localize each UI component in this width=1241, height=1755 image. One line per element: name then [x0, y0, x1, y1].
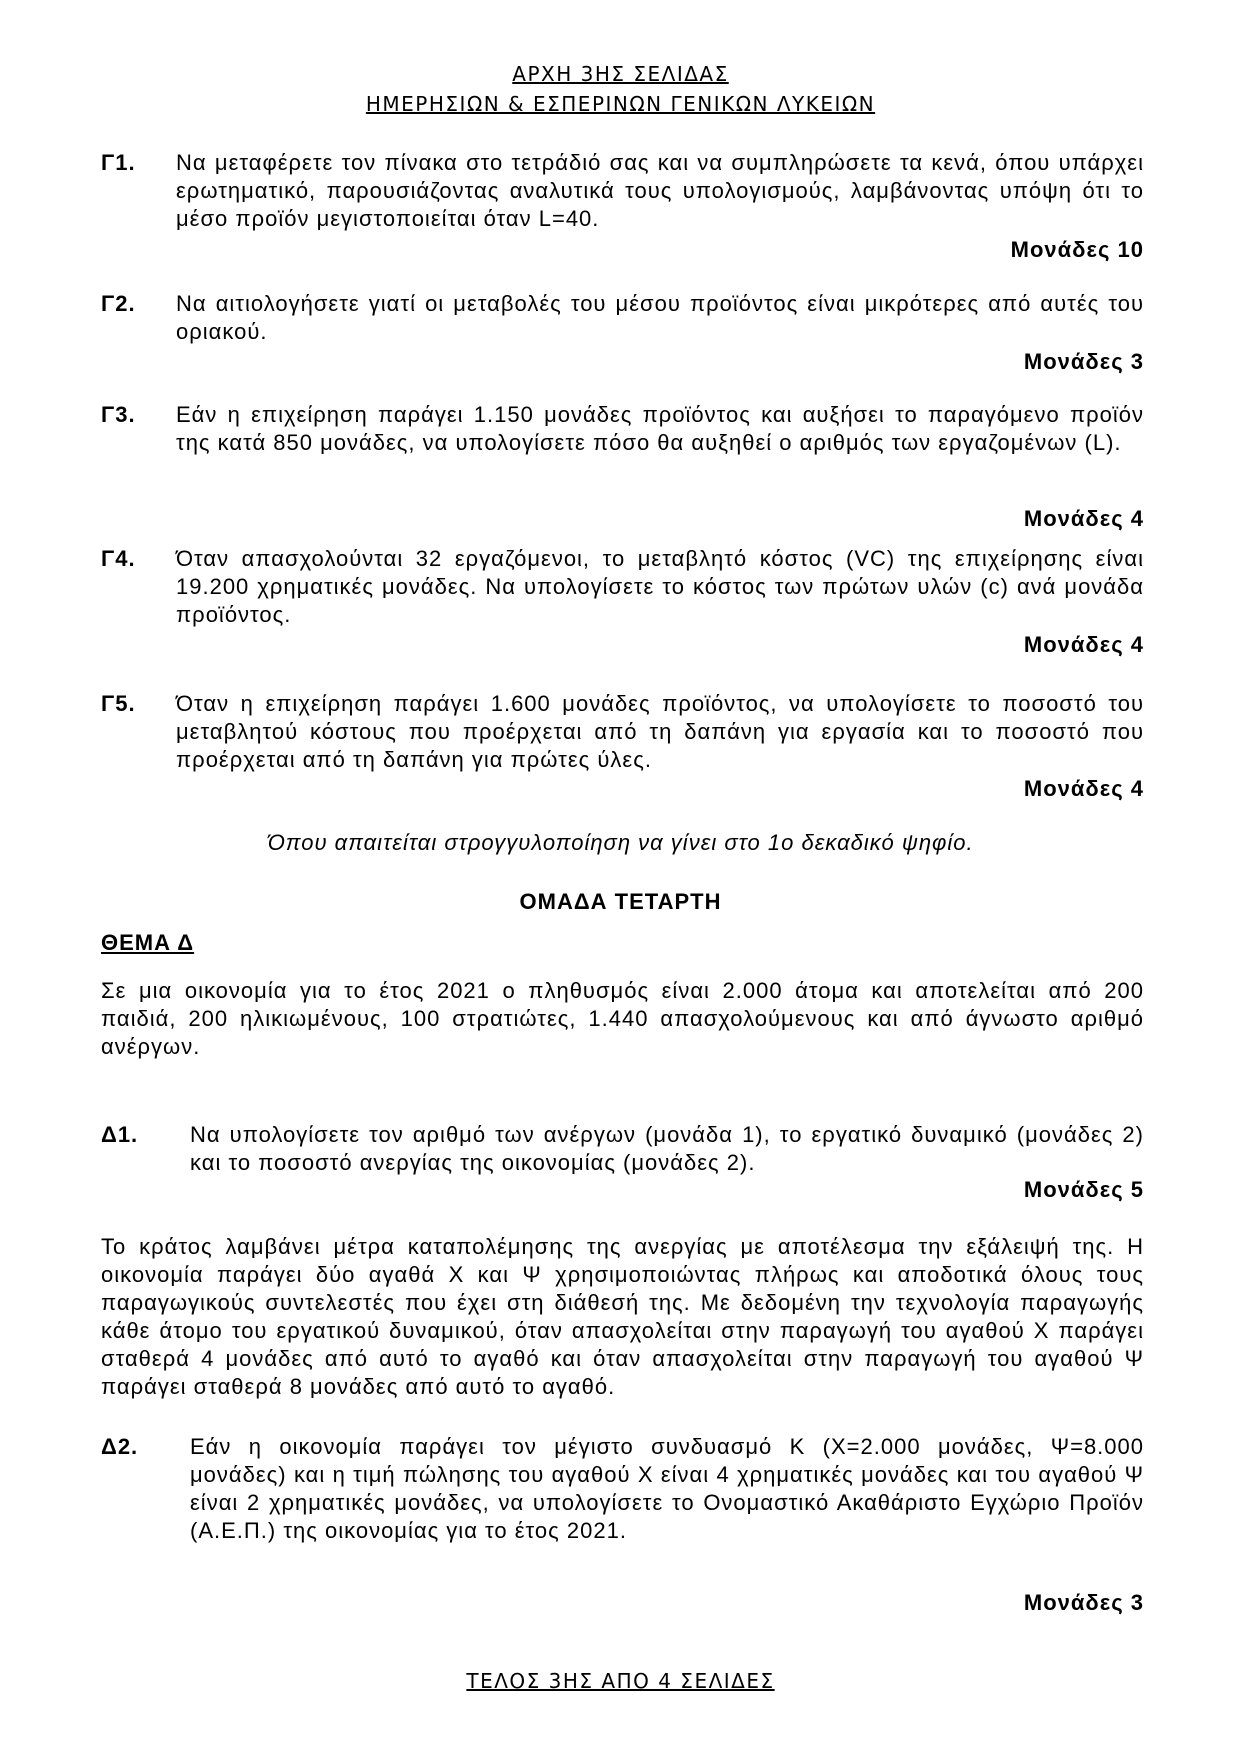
question-g1 [101, 149, 1144, 233]
question-label: Γ2. [101, 291, 136, 316]
question-text: Εάν η οικονομία παράγει τον μέγιστο συνδυασμό Κ (Χ=2.000 μονάδες, Ψ=8.000 μονάδες) και η τιμή πώλησης του αγαθού Χ είναι 4 χρηματικές μονάδες και του αγαθού Ψ είναι 2 χρηματικές μονάδες, να υπολογίσετε το Ονομαστικό Ακαθάριστο Εγχώριο Προϊόν (Α.Ε.Π.) της οικονομίας για το έτος 2021. [190, 1434, 1144, 1543]
question-text: Να αιτιολογήσετε γιατί οι μεταβολές του μέσου προϊόντος είναι μικρότερες από αυτές του οριακού. [176, 291, 1144, 344]
question-label: Δ2. [101, 1434, 139, 1459]
question-g5 [101, 690, 1144, 774]
question-g4 [101, 545, 1144, 629]
page-footer: ΤΕΛΟΣ 3ΗΣ ΑΠΟ 4 ΣΕΛΙΔΕΣ [466, 1669, 775, 1693]
question-text: Εάν η επιχείρηση παράγει 1.150 μονάδες προϊόντος και αυξήσει το παραγόμενο προϊόν της κατά 850 μονάδες, να υπολογίσετε πόσο θα αυξηθεί ο αριθμός των εργαζομένων (L). [176, 402, 1144, 455]
intro-paragraph: Σε μια οικονομία για το έτος 2021 ο πληθυσμός είναι 2.000 άτομα και αποτελείται από 200 παιδιά, 200 ηλικιωμένους, 100 στρατιώτες, 1.440 απασχολούμενους και από άγνωστο αριθμό ανέργων. [101, 978, 1144, 1059]
question-label: Γ5. [101, 691, 136, 716]
question-d2 [101, 1433, 1144, 1545]
section-title: ΟΜΑΔΑ ΤΕΤΑΡΤΗ [519, 889, 722, 914]
question-text: Να υπολογίσετε τον αριθμό των ανέργων (μονάδα 1), το εργατικό δυναμικό (μονάδες 2) και το ποσοστό ανεργίας της οικονομίας (μονάδες 2). [190, 1122, 1144, 1175]
marks-g2: Μονάδες 3 [1023, 349, 1144, 374]
question-g3 [101, 401, 1144, 457]
topic-title: ΘΕΜΑ Δ [101, 930, 195, 955]
question-label: Γ1. [101, 150, 136, 175]
marks-d1: Μονάδες 5 [1023, 1177, 1144, 1202]
marks-d2: Μονάδες 3 [1023, 1590, 1144, 1615]
question-text: Να μεταφέρετε τον πίνακα στο τετράδιό σας και να συμπληρώσετε τα κενά, όπου υπάρχει ερωτηματικό, παρουσιάζοντας αναλυτικά τους υπολογισμούς, λαμβάνοντας υπόψη ότι το μέσο προϊόν μεγιστοποιείται όταν L=40. [176, 150, 1144, 231]
rounding-note: Όπου απαιτείται στρογγυλοποίηση να γίνει στο 1ο δεκαδικό ψηφίο. [267, 830, 974, 855]
marks-g4: Μονάδες 4 [1023, 632, 1144, 657]
question-label: Γ4. [101, 546, 136, 571]
page-header-line2: ΗΜΕΡΗΣΙΩΝ & ΕΣΠΕΡΙΝΩΝ ΓΕΝΙΚΩΝ ΛΥΚΕΙΩΝ [365, 92, 876, 116]
question-text: Όταν απασχολούνται 32 εργαζόμενοι, το μεταβλητό κόστος (VC) της επιχείρησης είναι 19.200 χρηματικές μονάδες. Να υπολογίσετε το κόστος των πρώτων υλών (c) ανά μονάδα προϊόντος. [176, 546, 1144, 627]
question-text: Όταν η επιχείρηση παράγει 1.600 μονάδες προϊόντος, να υπολογίσετε το ποσοστό του μεταβλητού κόστους που προέρχεται από τη δαπάνη για εργασία και το ποσοστό που προέρχεται από τη δαπάνη για πρώτες ύλες. [176, 691, 1144, 772]
question-label: Δ1. [101, 1122, 139, 1147]
marks-g1: Μονάδες 10 [1010, 237, 1144, 262]
question-d1 [101, 1121, 1144, 1177]
marks-g5: Μονάδες 4 [1023, 776, 1144, 801]
question-label: Γ3. [101, 402, 136, 427]
marks-g3: Μονάδες 4 [1023, 506, 1144, 531]
middle-paragraph: Το κράτος λαμβάνει μέτρα καταπολέμησης της ανεργίας με αποτέλεσμα την εξάλειψή της. Η οικονομία παράγει δύο αγαθά Χ και Ψ χρησιμοποιώντας πλήρως και αποδοτικά όλους τους παραγωγικούς συντελεστές που έχει στη διάθεσή της. Με δεδομένη την τεχνολογία παραγωγής κάθε άτομο του εργατικού δυναμικού, όταν απασχολείται στην παραγωγή του αγαθού Χ παράγει σταθερά 4 μονάδες από αυτό το αγαθό και όταν απασχολείται στην παραγωγή του αγαθού Ψ παράγει σταθερά 8 μονάδες από αυτό το αγαθό. [101, 1234, 1144, 1399]
page-header-line1: ΑΡΧΗ 3ΗΣ ΣΕΛΙΔΑΣ [512, 62, 729, 86]
question-g2 [101, 290, 1144, 346]
